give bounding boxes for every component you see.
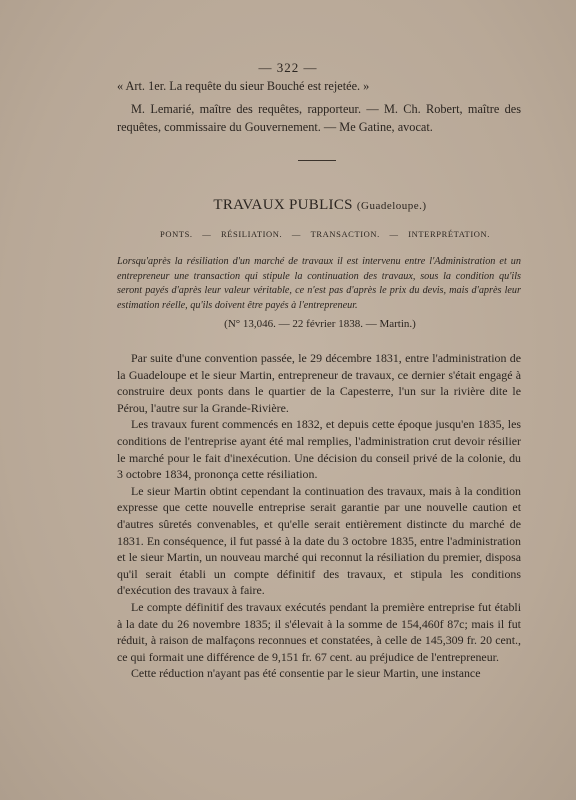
- section-title-text: TRAVAUX PUBLICS: [213, 197, 353, 213]
- keywords-line: [160, 229, 490, 239]
- body-paragraph: Les travaux furent commencés en 1832, et depuis cette époque jusqu'en 1835, les conditions de l'entreprise ayant été mal remplies, l'administration crut devoir résilier le marché pour le fait d'inexécution. Une décision du conseil privé de la colonie, du 3 octobre 1834, prononça cette résiliation.: [117, 417, 521, 482]
- page-number: — 322 —: [258, 60, 318, 75]
- body-paragraph: Cette réduction n'ayant pas été consentie par le sieur Martin, une instance: [131, 666, 481, 681]
- case-summary: Lorsqu'après la résiliation d'un marché de travaux il est intervenu entre l'Administration et un entrepreneur une transaction qui stipule la continuation des travaux, sous la condition qu'ils seront payés d'après leur valeur véritable, ce n'est pas d'après le prix du devis, mais d'après leur estimation réelle, qu'ils doivent être payés à l'entrepreneur.: [117, 256, 521, 311]
- keyword-dash: —: [291, 229, 301, 239]
- keyword: PONTS.: [160, 229, 193, 239]
- keyword-dash: —: [202, 229, 212, 239]
- officials-paragraph: M. Lemarié, maître des requêtes, rapporteur. — M. Ch. Robert, maître des requêtes, commissaire du Gouvernement. — Me Gatine, avocat.: [117, 102, 521, 134]
- article-line: « Art. 1er. La requête du sieur Bouché est rejetée. »: [117, 79, 370, 93]
- body-paragraph: Le compte définitif des travaux exécutés pendant la première entreprise fut établi à la date du 26 novembre 1835; il s'élevait à la somme de 154,460f 87c; mais il fut réduit, à raison de malfaçons reconnues et constatées, à celle de 145,309 fr. 20 cent., ce qui formait une différence de 9,151 fr. 67 cent. au préjudice de l'entrepreneur.: [117, 599, 521, 664]
- body-paragraph: Le sieur Martin obtint cependant la continuation des travaux, mais à la condition expresse que cette nouvelle entreprise serait garantie par une nouvelle caution et d'autres sûretés convenables, et qu'elle serait entièrement distincte du marché de 1831. En conséquence, il fut passé à la date du 3 octobre 1835, entre l'administration et le sieur Martin, un nouveau marché qui reconnut la résiliation du premier, disposa qu'il serait établi un compte définitif des travaux, et stipula les conditions d'exécution des travaux à faire.: [117, 483, 521, 598]
- body-text: [117, 350, 521, 682]
- keyword: RÉSILIATION.: [220, 229, 283, 239]
- section-title: [0, 197, 576, 214]
- section-divider: [298, 160, 336, 161]
- body-paragraph: Par suite d'une convention passée, le 29 décembre 1831, entre l'administration de la Guadeloupe et le sieur Martin, entrepreneur de travaux, ce dernier s'était engagé à construire deux ponts dans le quartier de la Capesterre, l'un sur la rivière dite le Pérou, l'autre sur la Grande-Rivière.: [117, 351, 521, 415]
- keyword: INTERPRÉTATION.: [408, 229, 490, 239]
- case-reference: (N° 13,046. — 22 février 1838. — Martin.): [224, 318, 416, 330]
- keyword: TRANSACTION.: [310, 229, 380, 239]
- section-place: (Guadeloupe.): [356, 200, 427, 212]
- keyword-dash: —: [389, 229, 399, 239]
